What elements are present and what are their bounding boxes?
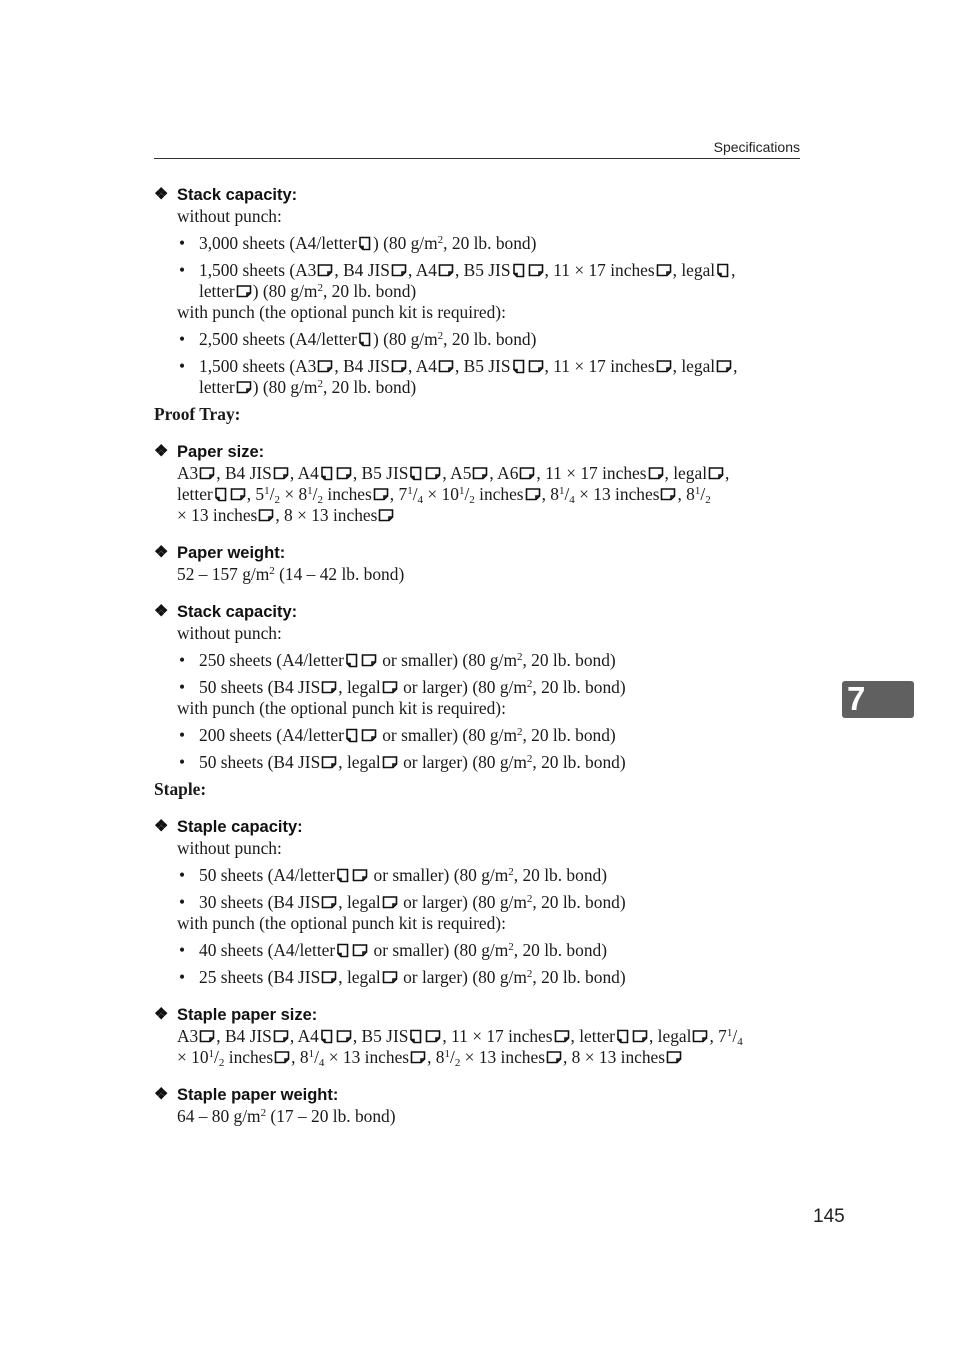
- portrait-feed-icon: [336, 868, 350, 882]
- portrait-feed-icon: [214, 487, 228, 501]
- list-item: • 1,500 sheets (A3 , B4 JIS , A4 , B5 JIS , 11 × 17 inches , legal , letter ) (80 $g/m^2$, 20 lb. bond): [177, 260, 800, 302]
- list-item: • 1,500 sheets (A3 , B4 JIS , A4 , B5 JIS , 11 × 17 inches , legal , letter ) (80 $g/m^2$, 20 lb. bond): [177, 356, 800, 398]
- landscape-feed-icon: [472, 466, 488, 480]
- landscape-feed-icon: [274, 1050, 290, 1064]
- diamond-bullet-icon: ❖: [154, 818, 169, 835]
- bullet-list: [154, 865, 800, 913]
- landscape-feed-icon: [321, 970, 337, 984]
- portrait-feed-icon: [512, 359, 526, 373]
- landscape-feed-icon: [336, 466, 352, 480]
- proof-tray-heading: Proof Tray:: [154, 404, 241, 424]
- page-number: 145: [813, 1206, 845, 1227]
- diamond-bullet-icon: ❖: [154, 603, 169, 620]
- landscape-feed-icon: [321, 895, 337, 909]
- landscape-feed-icon: [236, 380, 252, 394]
- section-title-text: Paper size:: [177, 443, 265, 461]
- section-title-text: Staple capacity:: [177, 818, 303, 836]
- landscape-feed-icon: [352, 943, 368, 957]
- proof-stack-capacity-section: [154, 601, 800, 773]
- paper-size-list: A3 , B4 JIS , A4 , B5 JIS , A5 , A6 , 11 × 17 inches , legal , letter , $5^1/_2 \times 8^1/_2$ inches , $7^1/_4 \times 10^1/_2$ inches , $8^1/_4 \times 13$ inches , $8^1/_2$ × 13 inches , 8 × 13 inches: [177, 463, 730, 525]
- landscape-feed-icon: [632, 1029, 648, 1043]
- diamond-bullet-icon: ❖: [154, 443, 169, 460]
- landscape-feed-icon: [317, 263, 333, 277]
- bullet-list: [154, 329, 800, 398]
- landscape-feed-icon: [273, 466, 289, 480]
- with-punch-label: with punch (the optional punch kit is required):: [177, 913, 506, 933]
- section-title: [154, 441, 800, 463]
- chapter-number: 7: [847, 680, 866, 717]
- landscape-feed-icon: [391, 263, 407, 277]
- staple-heading: Staple:: [154, 779, 207, 799]
- portrait-feed-icon: [512, 263, 526, 277]
- without-punch-label: without punch:: [177, 206, 282, 226]
- portrait-feed-icon: [345, 728, 359, 742]
- landscape-feed-icon: [525, 487, 541, 501]
- diamond-bullet-icon: ❖: [154, 1086, 169, 1103]
- landscape-feed-icon: [378, 508, 394, 522]
- section-title: [154, 1084, 800, 1106]
- portrait-feed-icon: [358, 236, 372, 250]
- landscape-feed-icon: [199, 466, 215, 480]
- section-title-text: Stack capacity:: [177, 186, 298, 204]
- list-item: • 30 sheets (B4 JIS , legal or larger) (80 $g/m^2$, 20 lb. bond): [177, 892, 800, 913]
- section-title-text: Staple paper weight:: [177, 1086, 339, 1104]
- staple-paper-weight-section: [154, 1084, 800, 1127]
- section-title-text: Staple paper size:: [177, 1006, 318, 1024]
- paper-size-section: [154, 441, 800, 526]
- portrait-feed-icon: [320, 466, 334, 480]
- without-punch-label: without punch:: [177, 838, 282, 858]
- landscape-feed-icon: [317, 359, 333, 373]
- landscape-feed-icon: [373, 487, 389, 501]
- landscape-feed-icon: [382, 895, 398, 909]
- landscape-feed-icon: [230, 487, 246, 501]
- landscape-feed-icon: [321, 755, 337, 769]
- landscape-feed-icon: [660, 487, 676, 501]
- portrait-feed-icon: [320, 1029, 334, 1043]
- landscape-feed-icon: [352, 868, 368, 882]
- with-punch-label: with punch (the optional punch kit is required):: [177, 302, 506, 322]
- section-title: [154, 816, 800, 838]
- section-title-text: Paper weight:: [177, 544, 286, 562]
- paper-weight-section: [154, 542, 800, 585]
- landscape-feed-icon: [321, 680, 337, 694]
- landscape-feed-icon: [546, 1050, 562, 1064]
- list-item: • 25 sheets (B4 JIS , legal or larger) (80 $g/m^2$, 20 lb. bond): [177, 967, 800, 988]
- header-rule: [154, 158, 800, 159]
- landscape-feed-icon: [528, 263, 544, 277]
- section-title: [154, 542, 800, 564]
- list-item: • 3,000 sheets (A4/letter ) (80 $g/m^2$, 20 lb. bond): [177, 233, 800, 254]
- landscape-feed-icon: [382, 970, 398, 984]
- landscape-feed-icon: [391, 359, 407, 373]
- chapter-tab: [842, 681, 914, 718]
- portrait-feed-icon: [716, 263, 730, 277]
- section-title-text: Stack capacity:: [177, 603, 298, 621]
- bullet-list: [154, 940, 800, 988]
- landscape-feed-icon: [410, 1050, 426, 1064]
- landscape-feed-icon: [382, 755, 398, 769]
- stack-capacity-section: [154, 184, 800, 398]
- portrait-feed-icon: [409, 1029, 423, 1043]
- diamond-bullet-icon: ❖: [154, 544, 169, 561]
- bullet-list: [154, 650, 800, 698]
- paper-weight-value: 52 – 157 $g/m^2$ (14 – 42 lb. bond): [177, 564, 405, 584]
- portrait-feed-icon: [345, 653, 359, 667]
- list-item: • 2,500 sheets (A4/letter ) (80 $g/m^2$, 20 lb. bond): [177, 329, 800, 350]
- landscape-feed-icon: [236, 284, 252, 298]
- list-item: • 50 sheets (A4/letter or smaller) (80 $g/m^2$, 20 lb. bond): [177, 865, 800, 886]
- landscape-feed-icon: [361, 653, 377, 667]
- running-header: Specifications: [713, 139, 800, 155]
- list-item: • 200 sheets (A4/letter or smaller) (80 $g/m^2$, 20 lb. bond): [177, 725, 800, 746]
- landscape-feed-icon: [648, 466, 664, 480]
- staple-capacity-section: [154, 816, 800, 988]
- list-item: • 40 sheets (A4/letter or smaller) (80 $g/m^2$, 20 lb. bond): [177, 940, 800, 961]
- list-item: • 50 sheets (B4 JIS , legal or larger) (80 $g/m^2$, 20 lb. bond): [177, 752, 800, 773]
- landscape-feed-icon: [273, 1029, 289, 1043]
- list-item: • 250 sheets (A4/letter or smaller) (80 $g/m^2$, 20 lb. bond): [177, 650, 800, 671]
- section-title: [154, 184, 800, 206]
- landscape-feed-icon: [438, 263, 454, 277]
- landscape-feed-icon: [656, 263, 672, 277]
- landscape-feed-icon: [336, 1029, 352, 1043]
- landscape-feed-icon: [656, 359, 672, 373]
- landscape-feed-icon: [199, 1029, 215, 1043]
- landscape-feed-icon: [438, 359, 454, 373]
- section-title: [154, 601, 800, 623]
- staple-paper-size-list: A3 , B4 JIS , A4 , B5 JIS , 11 × 17 inches , letter , legal , $7^1/_4$ × $10^1/_2$ inches , $8^1/_4 \times 13$ inches , $8^1/_2 \times 13$ inches , 8 × 13 inches: [177, 1026, 743, 1069]
- landscape-feed-icon: [361, 728, 377, 742]
- bullet-list: [154, 725, 800, 773]
- with-punch-label: with punch (the optional punch kit is required):: [177, 698, 506, 718]
- list-item: • 50 sheets (B4 JIS , legal or larger) (80 $g/m^2$, 20 lb. bond): [177, 677, 800, 698]
- specifications-content: [154, 184, 800, 1127]
- landscape-feed-icon: [708, 466, 724, 480]
- landscape-feed-icon: [382, 680, 398, 694]
- bullet-list: [154, 233, 800, 302]
- diamond-bullet-icon: ❖: [154, 186, 169, 203]
- landscape-feed-icon: [554, 1029, 570, 1043]
- portrait-feed-icon: [409, 466, 423, 480]
- landscape-feed-icon: [519, 466, 535, 480]
- landscape-feed-icon: [528, 359, 544, 373]
- section-title: [154, 1004, 800, 1026]
- landscape-feed-icon: [425, 1029, 441, 1043]
- diamond-bullet-icon: ❖: [154, 1006, 169, 1023]
- portrait-feed-icon: [336, 943, 350, 957]
- landscape-feed-icon: [666, 1050, 682, 1064]
- without-punch-label: without punch:: [177, 623, 282, 643]
- landscape-feed-icon: [258, 508, 274, 522]
- landscape-feed-icon: [716, 359, 732, 373]
- portrait-feed-icon: [616, 1029, 630, 1043]
- landscape-feed-icon: [692, 1029, 708, 1043]
- staple-paper-size-section: [154, 1004, 800, 1068]
- staple-paper-weight-value: 64 – 80 $g/m^2$ (17 – 20 lb. bond): [177, 1106, 396, 1126]
- landscape-feed-icon: [425, 466, 441, 480]
- portrait-feed-icon: [358, 332, 372, 346]
